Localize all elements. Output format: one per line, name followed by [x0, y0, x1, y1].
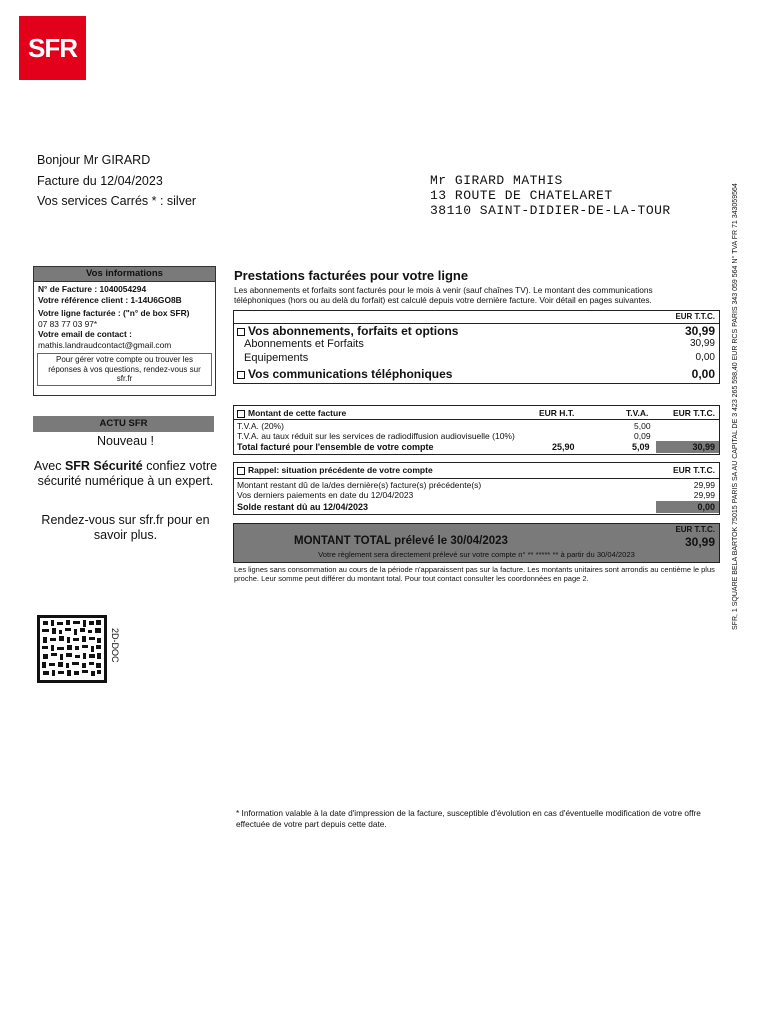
legal-vertical-text: SFR, 1 SQUARE BELA BARTOK 75015 PARIS SA AU CAPITAL DE 3 423 265 598,40 EUR RCS PARIS 343 059 564 N° TVA FR 71 343059564 [732, 183, 739, 630]
info-box [33, 266, 216, 396]
address-city: 38110 SAINT-DIDIER-DE-LA-TOUR [430, 203, 671, 218]
rappel-row-1 [234, 480, 719, 490]
2d-doc-barcode-icon [37, 615, 107, 683]
actu-visit-promo: Rendez-vous sur sfr.fr pour en savoir plus. [41, 513, 210, 542]
row-value: 30,99 [689, 338, 715, 349]
prestations-currency: EUR T.T.C. [675, 312, 715, 321]
address-street: 13 ROUTE DE CHATELARET [430, 188, 613, 203]
solde-label: Solde restant dû au 12/04/2023 [237, 502, 369, 512]
tva20-value: 5,00 [634, 421, 651, 431]
rappel-row2-value: 29,99 [693, 490, 715, 500]
promo-text-bold: SFR Sécurité [64, 459, 143, 473]
row-value: 0,00 [695, 352, 715, 363]
rappel-title: Rappel: situation précédente de votre compte [248, 465, 433, 475]
total-label: Total facturé pour l'ensemble de votre compte [237, 442, 434, 452]
total-amount-label: MONTANT TOTAL prélevé le 30/04/2023 [294, 535, 508, 547]
client-reference: Votre référence client : 1-14U6GO8B [38, 294, 182, 305]
row-abonnements [234, 324, 719, 338]
promo-text-post: confiez votre sécurité numérique à un expert. [37, 459, 218, 488]
tva10-value: 0,09 [634, 431, 651, 441]
rappel-row2-label: Vos derniers paiements en date du 12/04/2023 [237, 490, 414, 500]
solde-row [234, 501, 719, 513]
actu-nouveau: Nouveau ! [97, 434, 154, 448]
small-footnote: Les lignes sans consommation au cours de la période n'apparaissent pas sur la facture. Les montants unitaires sont arrondis au centième le plus proche. Leur somme peut différer du montant total. Pour tout contact consulter les coordonnées en page 2. [234, 565, 715, 583]
line-value: 07 83 77 03 97* [38, 318, 98, 329]
tva10-label: T.V.A. au taux réduit sur les services de radiodiffusion audiovisuelle (10%) [237, 431, 515, 441]
row-value: 30,99 [684, 324, 715, 338]
total-ht: 25,90 [552, 442, 575, 452]
bottom-note: * Information valable à la date d'impression de la facture, susceptible d'évolution en cas d'éventuelle modification de votre offre effectuée de votre part depuis cette date. [236, 808, 701, 829]
invoice-number: N° de Facture : 1040054294 [38, 284, 147, 294]
row-communications [234, 367, 719, 381]
promo-text-pre: Avec [33, 459, 65, 473]
prestations-table [233, 310, 720, 384]
checkbox-icon [237, 371, 245, 379]
info-box-title: Vos informations [34, 267, 215, 282]
prestations-title: Prestations facturées pour votre ligne [234, 268, 469, 283]
rappel-row-2 [234, 490, 719, 500]
row-label: Vos communications téléphoniques [248, 367, 453, 381]
tva20-row [234, 421, 719, 431]
montant-table [233, 405, 720, 455]
row-label: Abonnements et Forfaits [244, 338, 364, 350]
montant-title: Montant de cette facture [248, 408, 347, 418]
account-help-note: Pour gérer votre compte ou trouver les réponses à vos questions, rendez-vous sur sfr.fr [37, 353, 212, 386]
line-label: Votre ligne facturée : ("n° de box SFR) [38, 308, 190, 318]
actu-security-promo [33, 459, 218, 488]
row-label: Vos abonnements, forfaits et options [248, 324, 459, 338]
row-value: 0,00 [691, 367, 715, 381]
col-ttc: EUR T.T.C. [672, 408, 715, 418]
greeting-hello: Bonjour Mr GIRARD [37, 153, 151, 167]
rappel-row1-label: Montant restant dû de la/des dernière(s) facture(s) précédente(s) [237, 480, 482, 490]
solde-value: 0,00 [656, 501, 719, 513]
checkbox-icon [237, 467, 245, 475]
sfr-logo: SFR [19, 16, 86, 80]
total-tva: 5,09 [632, 442, 650, 452]
services-level: Vos services Carrés * : silver [37, 194, 197, 208]
tva20-label: T.V.A. (20%) [237, 421, 284, 431]
total-currency: EUR T.T.C. [675, 525, 715, 534]
invoice-date: Facture du 12/04/2023 [37, 174, 163, 188]
total-row [234, 441, 719, 453]
total-amount-value: 30,99 [684, 535, 715, 549]
checkbox-icon [237, 328, 245, 336]
actu-title: ACTU SFR [33, 416, 214, 432]
address-name: Mr GIRARD MATHIS [430, 173, 563, 188]
row-abonnements-forfaits [234, 338, 719, 350]
total-line [234, 535, 719, 547]
rappel-table [233, 462, 720, 515]
rappel-currency: EUR T.T.C. [672, 465, 715, 475]
row-label: Equipements [244, 352, 309, 364]
prestations-description: Les abonnements et forfaits sont facturés pour le mois à venir (sauf chaînes TV). Le montant des communications téléphoniques (hors ou au delà du forfait) est calculé depuis votre dernière facture. Voir détail en pages suivantes. [234, 285, 653, 305]
total-ttc: 30,99 [656, 441, 719, 453]
row-equipements [234, 352, 719, 364]
col-ht: EUR H.T. [539, 408, 575, 418]
rappel-row1-value: 29,99 [693, 480, 715, 490]
col-tva: T.V.A. [626, 408, 649, 418]
2d-doc-label: 2D-DOC [110, 628, 120, 663]
email-label: Votre email de contact : [38, 329, 132, 339]
montant-total-box [233, 523, 720, 563]
email-value: mathis.landraudcontact@gmail.com [38, 339, 172, 350]
tva10-row [234, 431, 719, 441]
total-payment-note: Votre règlement sera directement prélevé sur votre compte n° ** ***** ** à partir du 30/04/2023 [318, 550, 635, 559]
checkbox-icon [237, 410, 245, 418]
